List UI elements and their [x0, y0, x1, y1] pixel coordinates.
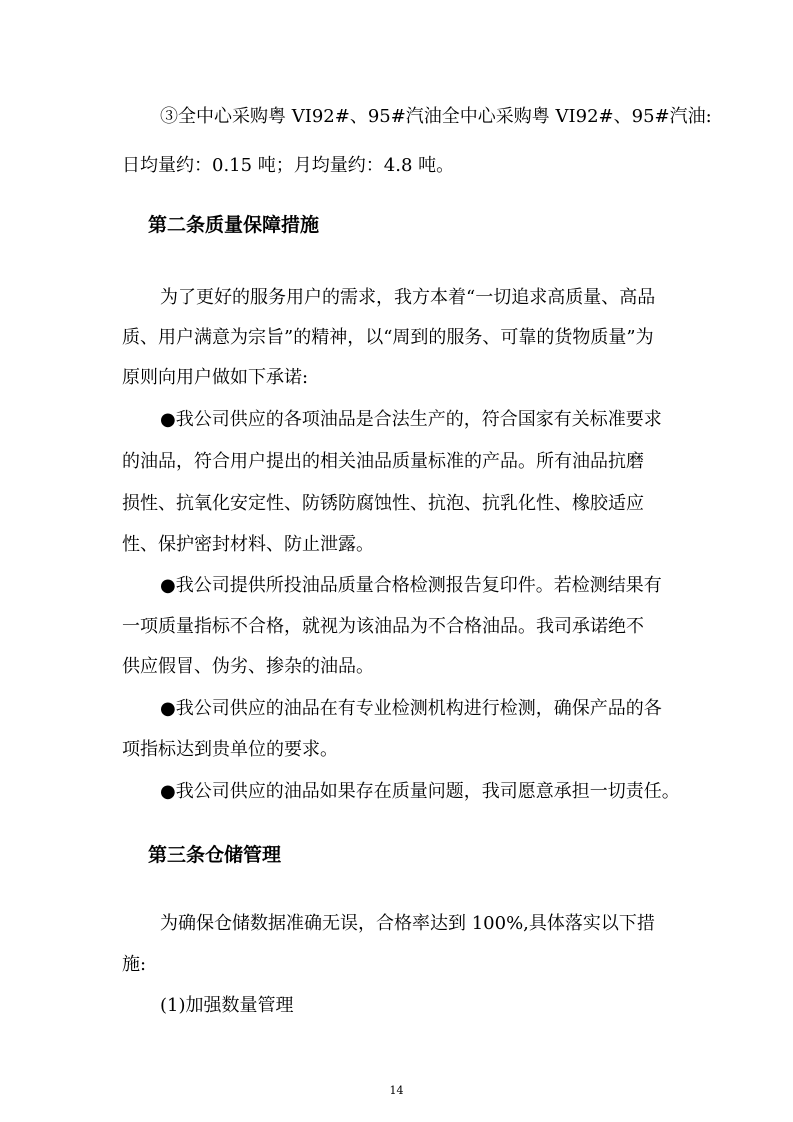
paragraph-line: 日均量约：0.15 吨；月均量约：4.8 吨。 — [122, 155, 455, 176]
paragraph-line: ●我公司供应的油品如果存在质量问题，我司愿意承担一切责任。 — [160, 781, 680, 802]
section-heading: 第三条仓储管理 — [148, 844, 282, 866]
paragraph-line: 项指标达到贵单位的要求。 — [122, 739, 338, 760]
paragraph-line: 为了更好的服务用户的需求，我方本着“一切追求高质量、高品 — [160, 287, 656, 308]
paragraph-line: 施: — [122, 954, 147, 975]
paragraph-line: 的油品，符合用户提出的相关油品质量标准的产品。所有油品抗磨 — [122, 451, 644, 472]
paragraph-line: 原则向用户做如下承诺: — [122, 367, 309, 388]
paragraph-line: 供应假冒、伪劣、掺杂的油品。 — [122, 656, 374, 677]
paragraph-line: ●我公司供应的油品在有专业检测机构进行检测，确保产品的各 — [160, 698, 662, 719]
paragraph-line: 性、保护密封材料、防止泄露。 — [122, 534, 374, 555]
paragraph-line: ●我公司提供所投油品质量合格检测报告复印件。若检测结果有 — [160, 575, 662, 596]
paragraph-line: 一项质量指标不合格，就视为该油品为不合格油品。我司承诺绝不 — [122, 616, 644, 637]
paragraph-line: 质、用户满意为宗旨”的精神，以“周到的服务、可靠的货物质量”为 — [122, 327, 654, 348]
paragraph-line: 为确保仓储数据准确无误，合格率达到 100%,具体落实以下措 — [160, 913, 655, 934]
paragraph-line: 损性、抗氧化安定性、防锈防腐蚀性、抗泡、抗乳化性、橡胶适应 — [122, 493, 644, 514]
paragraph-line: ●我公司供应的各项油品是合法生产的，符合国家有关标准要求 — [160, 409, 662, 430]
page-number: 14 — [389, 1084, 404, 1097]
paragraph-line: (1)加强数量管理 — [160, 995, 294, 1016]
section-heading: 第二条质量保障措施 — [148, 214, 320, 236]
paragraph-line: ③全中心采购粤 VI92#、95#汽油全中心采购粤 VI92#、95#汽油: — [160, 106, 712, 127]
